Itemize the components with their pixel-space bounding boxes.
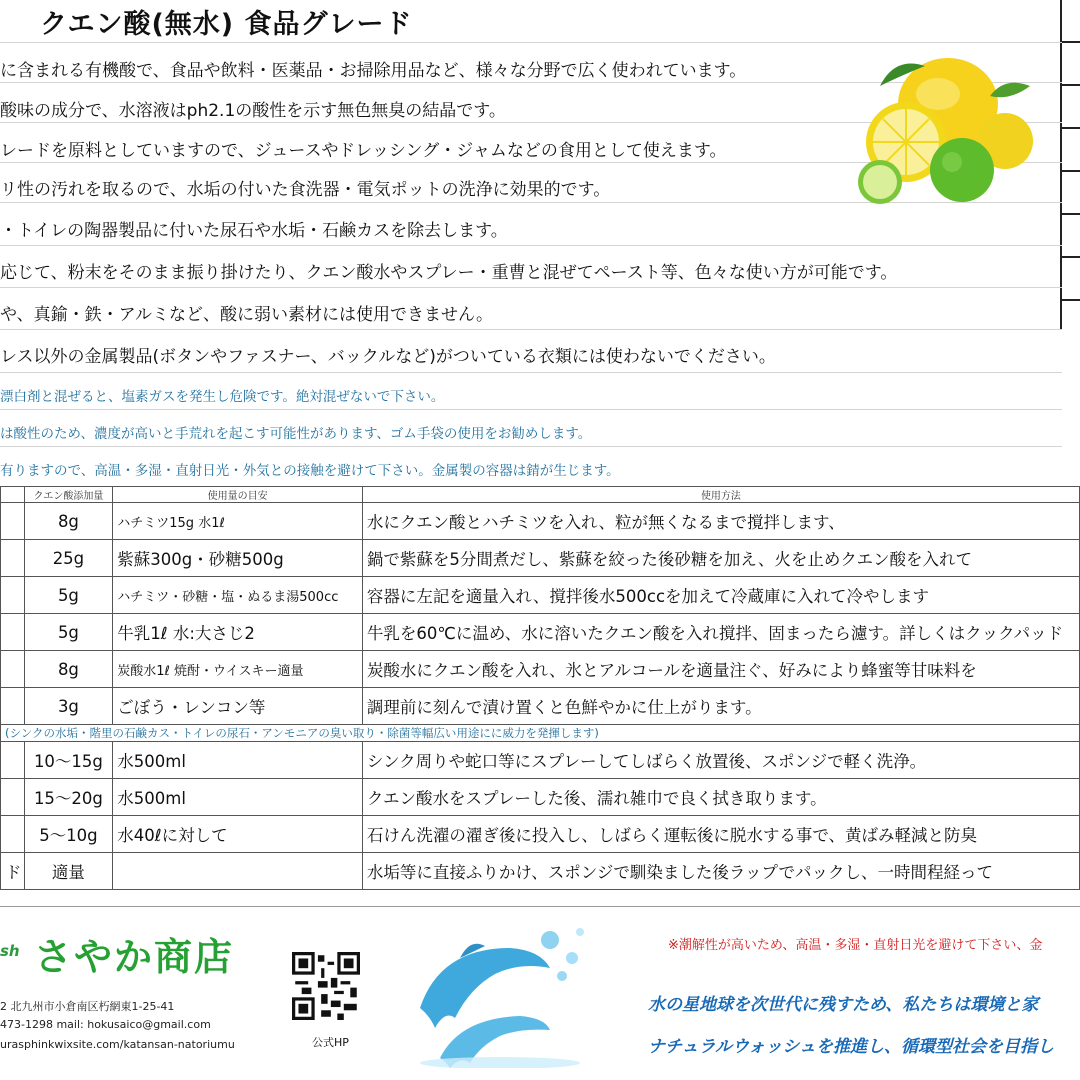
info-line: リ性の汚れを取るので、水垢の付いた食洗器・電気ポットの洗浄に効果的です。 [0, 180, 611, 200]
amount-cell: 8g [24, 651, 113, 688]
guide-cell: 紫蘇300g・砂糖500g [113, 540, 363, 577]
info-line: に含まれる有機酸で、食品や飲料・医薬品・お掃除用品など、様々な分野で広く使われています。 [0, 61, 747, 81]
amount-cell: 15～20g [24, 779, 113, 816]
info-line: や、真鍮・鉄・アルミなど、酸に弱い素材には使用できません。 [0, 305, 493, 325]
cleaning-section-header: (シンクの水垢・階里の石鹸カス・トイレの尿石・アンモニアの臭い取り・除菌等幅広い用途にに威力を発揮します) [1, 725, 1080, 742]
warning-line: 漂白剤と混ぜると、塩素ガスを発生し危険です。絶対混ぜないで下さい。 [0, 389, 445, 405]
guide-cell: 炭酸水1ℓ 焼酎・ウイスキー適量 [113, 651, 363, 688]
table-section-row [1, 725, 1080, 742]
table-row [1, 651, 1080, 688]
page-title: クエン酸(無水) 食品グレード [40, 9, 413, 40]
amount-cell: 5g [24, 577, 113, 614]
slogan-line: 水の星地球を次世代に残すため、私たちは環境と家 [648, 995, 1039, 1015]
storage-note: ※潮解性が高いため、高温・多湿・直射日光を避けて下さい、金 [668, 938, 1043, 953]
table-row [1, 540, 1080, 577]
right-border-frame [1060, 0, 1080, 330]
method-cell: クエン酸水をスプレーした後、濡れ雑巾で良く拭き取ります。 [362, 779, 1079, 816]
row-label: ド [1, 853, 25, 890]
guide-cell: ハチミツ15g 水1ℓ [113, 503, 363, 540]
table-row [1, 614, 1080, 651]
table-header-row [1, 487, 1080, 503]
row-label [1, 577, 25, 614]
table-header-cell: クエン酸添加量 [24, 487, 113, 503]
rule-line [0, 42, 1062, 43]
shop-url[interactable]: urasphinkwixsite.com/katansan-natoriumu [0, 1038, 235, 1051]
amount-cell: 5g [24, 614, 113, 651]
row-label [1, 540, 25, 577]
method-cell: シンク周りや蛇口等にスプレーしてしばらく放置後、スポンジで軽く洗浄。 [362, 742, 1079, 779]
row-label [1, 742, 25, 779]
info-line: ・トイレの陶器製品に付いた尿石や水垢・石鹸カスを除去します。 [0, 221, 508, 241]
table-header-cell [1, 487, 25, 503]
guide-cell: ごぼう・レンコン等 [113, 688, 363, 725]
rule-line [0, 287, 1062, 288]
info-line: 応じて、粉末をそのまま振り掛けたり、クエン酸水やスプレー・重曹と混ぜてペースト等、色々な使い方が可能です。 [0, 263, 898, 283]
row-label [1, 816, 25, 853]
amount-cell: 8g [24, 503, 113, 540]
table-header-cell: 使用方法 [362, 487, 1079, 503]
info-line: レス以外の金属製品(ボタンやファスナー、バックルなど)がついている衣類には使わないでください。 [0, 347, 776, 367]
method-cell: 調理前に刻んで漬け置くと色鮮やかに仕上がります。 [362, 688, 1079, 725]
method-cell: 容器に左記を適量入れ、撹拌後水500ccを加えて冷蔵庫に入れて冷やします [362, 577, 1079, 614]
guide-cell [113, 853, 363, 890]
brand-prefix: sh [0, 942, 20, 960]
amount-cell: 25g [24, 540, 113, 577]
guide-cell: ハチミツ・砂糖・塩・ぬるま湯500cc [113, 577, 363, 614]
row-label [1, 779, 25, 816]
method-cell: 炭酸水にクエン酸を入れ、氷とアルコールを適量注ぐ、好みにより蜂蜜等甘味料を [362, 651, 1079, 688]
guide-cell: 牛乳1ℓ 水:大さじ2 [113, 614, 363, 651]
method-cell: 石けん洗濯の濯ぎ後に投入し、しばらく運転後に脱水する事で、黄ばみ軽減と防臭 [362, 816, 1079, 853]
method-cell: 牛乳を60℃に温め、水に溶いたクエン酸を入れ撹拌、固まったら濾す。詳しくはクックパッド [362, 614, 1079, 651]
warning-line: は酸性のため、濃度が高いと手荒れを起こす可能性があります、ゴム手袋の使用をお勧めします。 [0, 426, 592, 442]
rule-line [0, 329, 1062, 330]
qr-label: 公式HP [312, 1036, 349, 1049]
table-row [1, 779, 1080, 816]
amount-cell: 3g [24, 688, 113, 725]
amount-cell: 5～10g [24, 816, 113, 853]
row-label [1, 651, 25, 688]
guide-cell: 水500ml [113, 779, 363, 816]
row-label [1, 614, 25, 651]
table-header-cell: 使用量の目安 [113, 487, 363, 503]
warning-line: 有りますので、高温・多湿・直射日光・外気との接触を避けて下さい。金属製の容器は錆が生じます。 [0, 463, 620, 479]
dolphin-illustration [400, 918, 600, 1068]
table-row [1, 503, 1080, 540]
rule-line [0, 446, 1062, 447]
guide-cell: 水40ℓに対して [113, 816, 363, 853]
info-line: レードを原料としていますので、ジュースやドレッシング・ジャムなどの食用として使えます。 [0, 141, 727, 161]
table-row [1, 853, 1080, 890]
citrus-fruit-image [840, 46, 1040, 216]
amount-cell: 10～15g [24, 742, 113, 779]
shop-contact: 473-1298 mail: hokusaico@gmail.com [0, 1018, 211, 1031]
row-label [1, 503, 25, 540]
rule-line [0, 245, 1062, 246]
slogan-line: ナチュラルウォッシュを推進し、循環型社会を目指し [648, 1037, 1054, 1057]
row-label [1, 688, 25, 725]
table-row [1, 816, 1080, 853]
rule-line [0, 409, 1062, 410]
info-line: 酸味の成分で、水溶液はph2.1の酸性を示す無色無臭の結晶です。 [0, 101, 506, 121]
method-cell: 水にクエン酸とハチミツを入れ、粒が無くなるまで撹拌します、 [362, 503, 1079, 540]
qr-code-icon[interactable] [292, 952, 360, 1020]
guide-cell: 水500ml [113, 742, 363, 779]
method-cell: 水垢等に直接ふりかけ、スポンジで馴染ました後ラップでパックし、一時間程経って [362, 853, 1079, 890]
shop-address: 2 北九州市小倉南区朽網東1-25-41 [0, 1000, 175, 1013]
table-row [1, 742, 1080, 779]
method-cell: 鍋で紫蘇を5分間煮だし、紫蘇を絞った後砂糖を加え、火を止めクエン酸を入れて [362, 540, 1079, 577]
usage-table [0, 486, 1080, 890]
table-row [1, 577, 1080, 614]
amount-cell: 適量 [24, 853, 113, 890]
shop-name: さやか商店 [34, 935, 235, 979]
table-row [1, 688, 1080, 725]
footer-divider [0, 906, 1080, 907]
rule-line [0, 372, 1062, 373]
